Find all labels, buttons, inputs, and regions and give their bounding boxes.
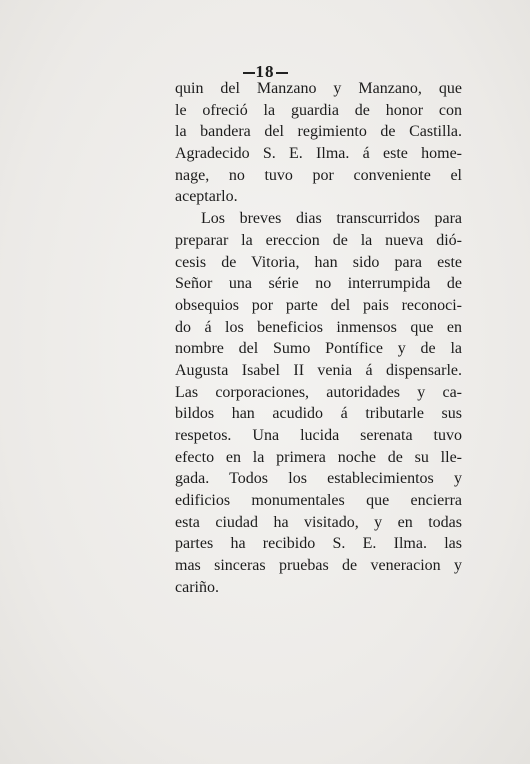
text-line: gada. Todos los establecimientos y: [175, 470, 462, 488]
text-line: nage, no tuvo por conveniente el: [175, 166, 462, 184]
text-line: nombre del Sumo Pontífice y de la: [175, 340, 462, 358]
text-line: efecto en la primera noche de su lle-: [175, 448, 462, 466]
text-line: Augusta Isabel II venia á dispensarle.: [175, 361, 462, 379]
text-line: preparar la ereccion de la nueva dió-: [175, 231, 462, 249]
text-line: Señor una série no interrumpida de: [175, 275, 462, 293]
text-line: mas sinceras pruebas de veneracion y: [175, 557, 462, 575]
text-line: Agradecido S. E. Ilma. á este home-: [175, 145, 462, 163]
text-line: Las corporaciones, autoridades y ca-: [175, 383, 462, 401]
text-line: partes ha recibido S. E. Ilma. las: [175, 535, 462, 553]
text-line: respetos. Una lucida serenata tuvo: [175, 427, 462, 444]
text-line: le ofreció la guardia de honor con: [175, 101, 462, 119]
text-line: aceptarlo.: [175, 188, 238, 206]
text-line: cariño.: [175, 578, 219, 596]
text-line: edificios monumentales que encierra: [175, 492, 462, 510]
text-line: obsequios por parte del pais reconoci-: [175, 296, 462, 314]
text-line: do á los beneficios inmensos que en: [175, 318, 462, 336]
text-line: Los breves dias transcurridos para: [201, 210, 462, 228]
text-line: quin del Manzano y Manzano, que: [175, 80, 462, 97]
text-line: bildos han acudido á tributarle sus: [175, 405, 462, 423]
body-text: [175, 78, 462, 599]
text-line: cesis de Vitoria, han sido para este: [175, 253, 462, 271]
text-line: la bandera del regimiento de Castilla.: [175, 123, 462, 141]
page-number: 18: [0, 62, 530, 82]
text-line: esta ciudad ha visitado, y en todas: [175, 513, 462, 531]
